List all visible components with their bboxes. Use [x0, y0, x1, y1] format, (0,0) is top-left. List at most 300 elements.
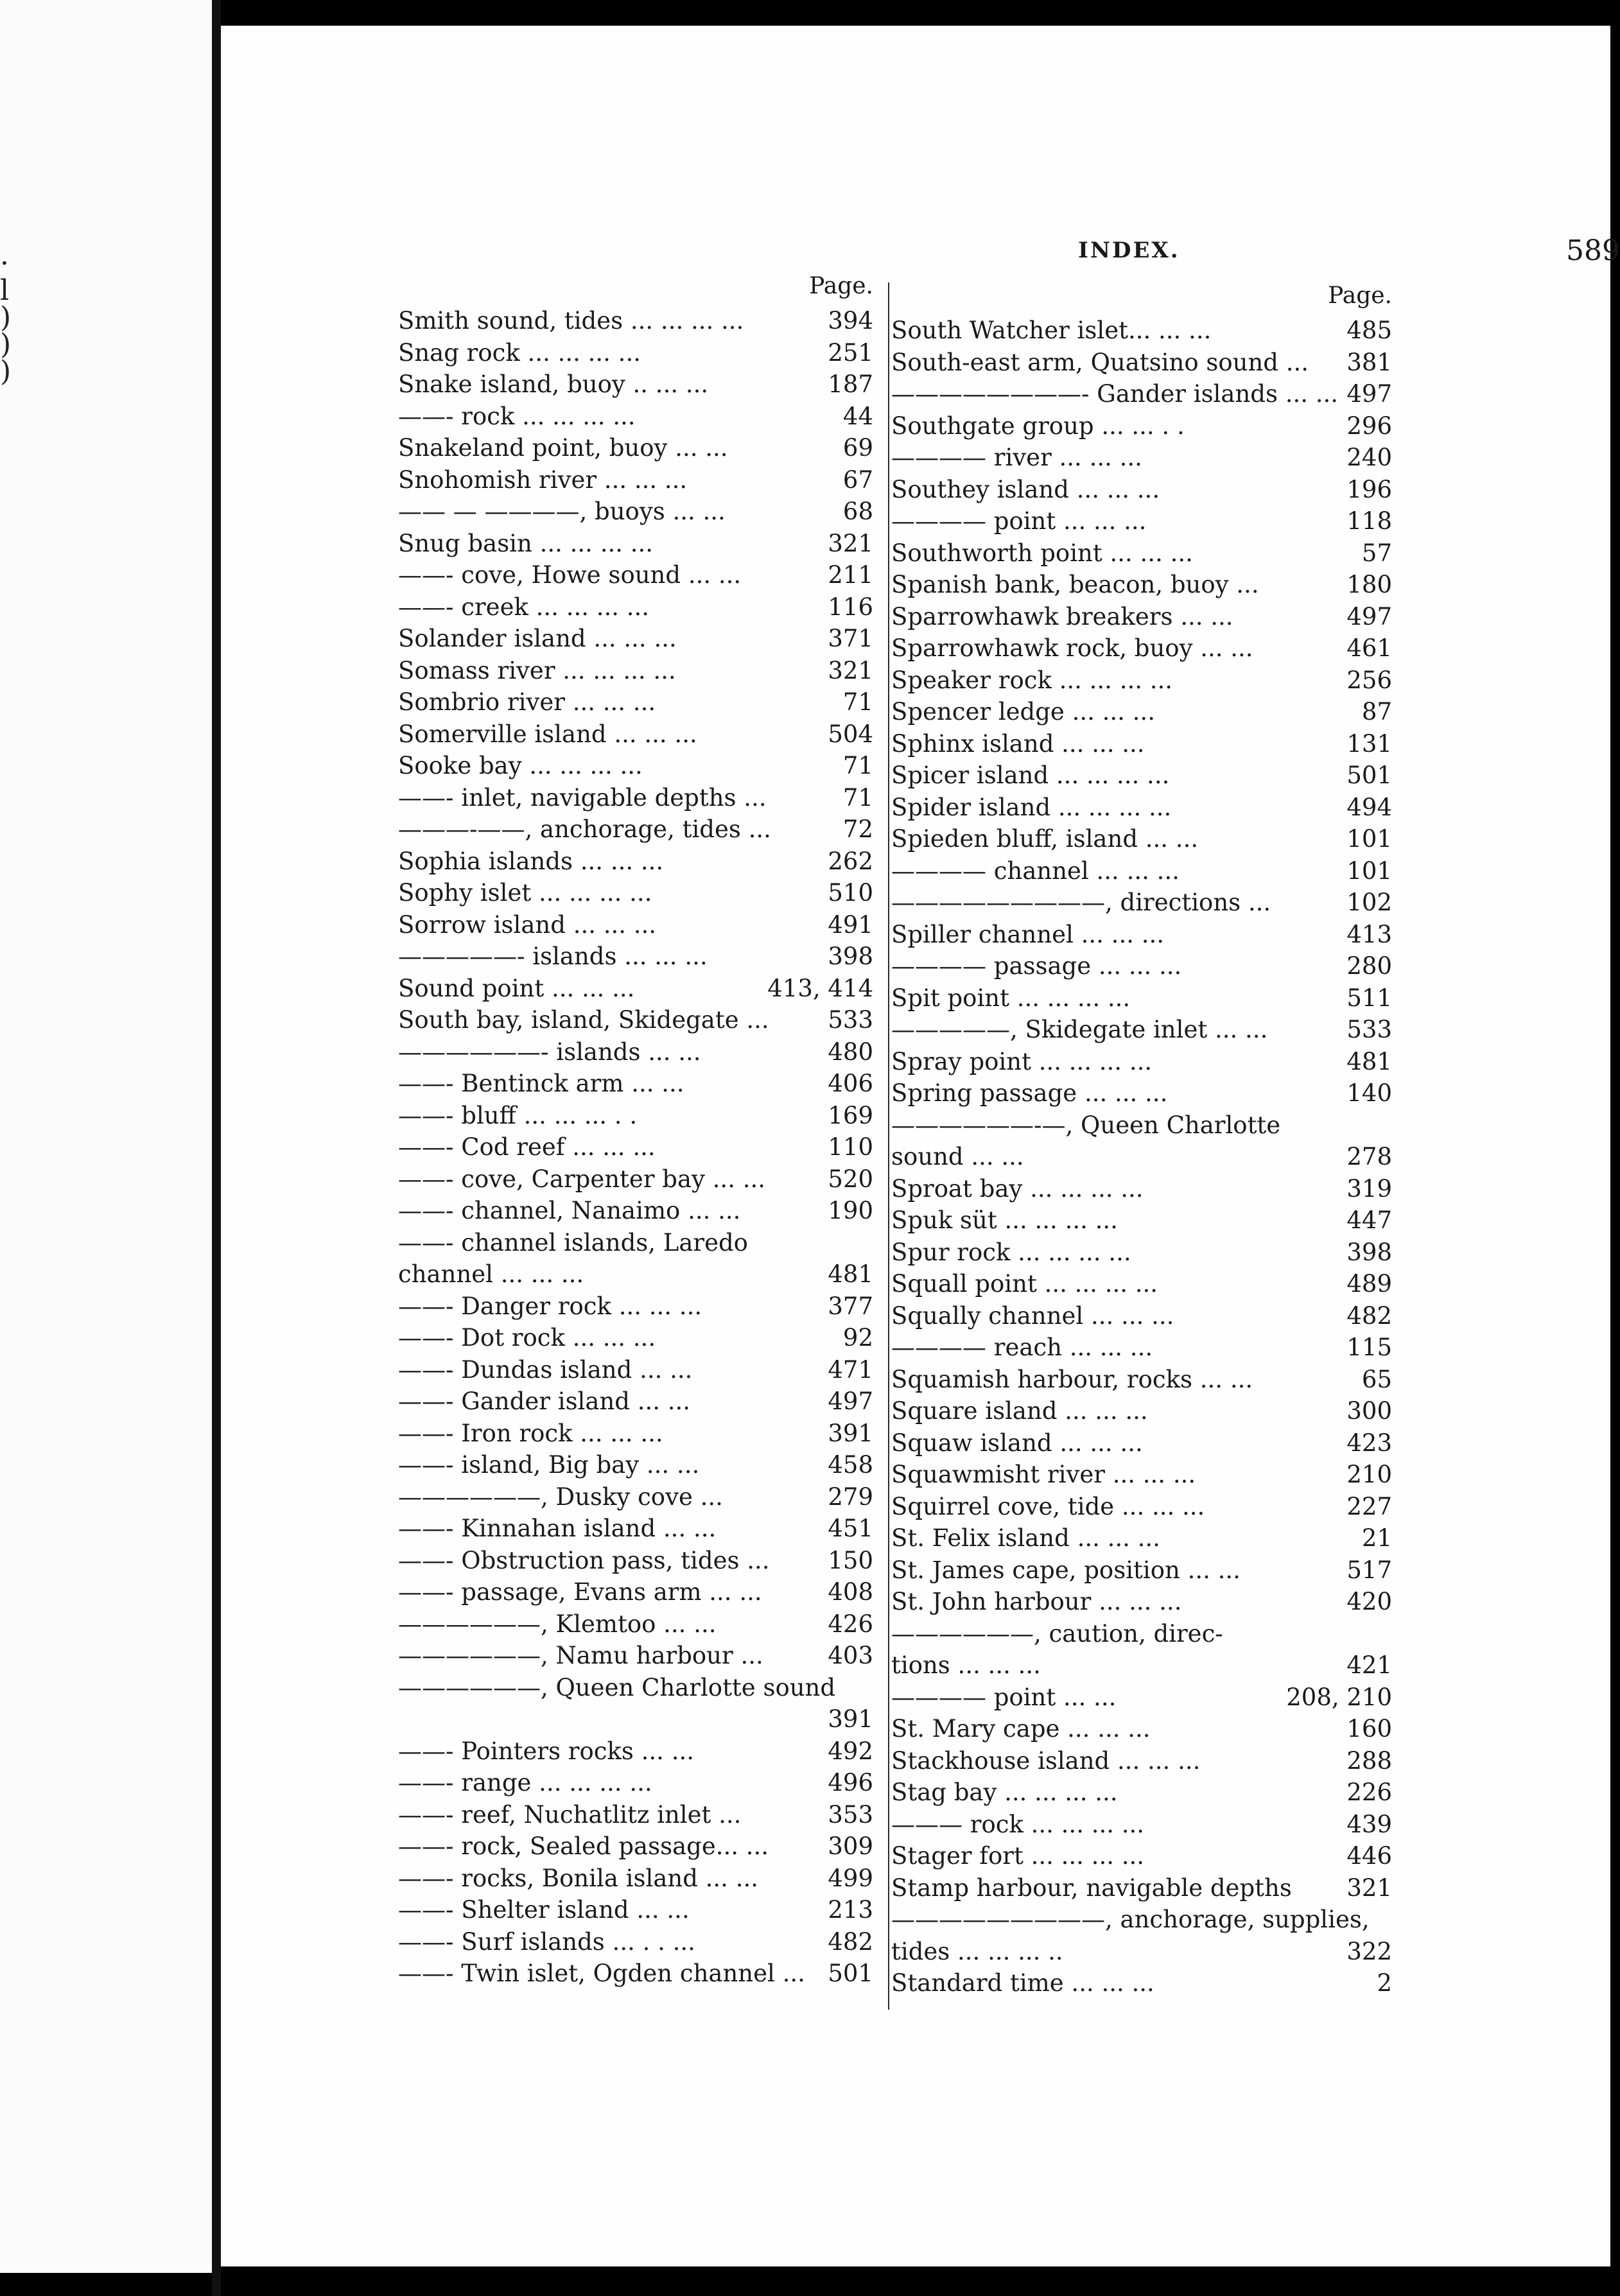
index-page-ref: 496 [828, 1769, 873, 1796]
index-term: ——- channel islands, Laredo [398, 1228, 748, 1257]
index-entry [398, 1449, 873, 1481]
index-page-ref: 406 [828, 1070, 873, 1097]
index-page-ref: 480 [828, 1038, 873, 1066]
index-term: Standard time ... ... ... [891, 1969, 1154, 1997]
index-entry [398, 1131, 873, 1163]
index-page-ref: 398 [828, 943, 873, 970]
index-page-ref: 71 [842, 688, 873, 716]
index-page-ref: 226 [1346, 1779, 1392, 1806]
index-entry [398, 655, 873, 687]
index-page-ref: 21 [1361, 1524, 1392, 1552]
index-entry [398, 1354, 873, 1386]
index-entries-left [398, 305, 873, 1990]
index-term: St. John harbour ... ... ... [891, 1588, 1182, 1615]
index-entry [891, 1777, 1392, 1809]
index-term: Snug basin ... ... ... ... [398, 529, 654, 557]
index-entry [398, 1926, 873, 1958]
index-page-ref: 280 [1346, 952, 1392, 980]
index-entry [891, 1141, 1392, 1173]
index-term: Stamp harbour, navigable depths [891, 1874, 1292, 1902]
index-page-ref: 458 [828, 1451, 873, 1479]
index-term: Somerville island ... ... ... [398, 720, 697, 748]
index-term: ——————- islands ... ... [398, 1038, 701, 1066]
index-entry [398, 432, 873, 464]
index-entry [398, 1513, 873, 1545]
index-term: ——- Pointers rocks ... ... [398, 1737, 694, 1765]
index-term: ——- creek ... ... ... ... [398, 593, 650, 621]
index-page-ref: 116 [828, 593, 873, 621]
index-term: Sophy islet ... ... ... ... [398, 879, 652, 907]
index-page-ref: 485 [1346, 317, 1392, 344]
index-page-ref: 482 [828, 1927, 873, 1956]
index-term: St. James cape, position ... ... [891, 1556, 1241, 1584]
index-entry [398, 464, 873, 496]
index-entry [891, 823, 1392, 855]
index-page-ref: 71 [842, 783, 873, 812]
index-page-ref: 211 [828, 561, 873, 589]
index-entry [398, 1831, 873, 1863]
index-page-ref: 101 [1346, 825, 1392, 853]
index-term: ——- Danger rock ... ... ... [398, 1292, 702, 1320]
index-term: ——- cove, Howe sound ... ... [398, 561, 742, 589]
index-entry [891, 315, 1392, 347]
facing-page-fragment: ) [0, 301, 12, 334]
index-entry [891, 1427, 1392, 1459]
index-entry [398, 750, 873, 782]
index-term: ——————, caution, direc- [891, 1619, 1223, 1648]
index-term: ——- cove, Carpenter bay ... ... [398, 1165, 766, 1193]
index-term: Stager fort ... ... ... ... [891, 1842, 1145, 1870]
index-term: ——- passage, Evans arm ... ... [398, 1578, 762, 1606]
index-term: tions ... ... ... [891, 1651, 1041, 1679]
index-entry [891, 1364, 1392, 1396]
index-term: Spicer island ... ... ... ... [891, 761, 1170, 789]
facing-page-fragment: ) [0, 328, 12, 361]
index-entry [891, 537, 1392, 570]
index-page-ref: 169 [828, 1101, 873, 1129]
index-term: ——- Surf islands ... . . ... [398, 1927, 695, 1956]
index-entry [891, 632, 1392, 665]
index-term: Spit point ... ... ... ... [891, 984, 1131, 1012]
index-entry [891, 1077, 1392, 1109]
index-page-ref: 394 [828, 307, 873, 335]
index-term: Sparrowhawk breakers ... ... [891, 602, 1233, 631]
index-entry [398, 1163, 873, 1196]
index-entry [891, 1332, 1392, 1364]
index-page-ref: 391 [828, 1419, 873, 1447]
index-entry [891, 1522, 1392, 1554]
index-page-ref: 321 [1346, 1874, 1392, 1902]
index-term: Spray point ... ... ... ... [891, 1047, 1153, 1075]
index-term: Spanish bank, beacon, buoy ... [891, 571, 1259, 598]
index-term: —————————, directions ... [891, 889, 1271, 916]
index-page-ref: 377 [828, 1292, 873, 1320]
index-term: Southgate group ... ... . . [891, 412, 1185, 440]
index-entry [398, 559, 873, 591]
index-entry [891, 505, 1392, 537]
index-entry [891, 1936, 1392, 1968]
index-page-ref: 413 [1346, 920, 1392, 948]
index-page-ref: 256 [1346, 666, 1392, 694]
index-column-left [398, 273, 873, 1990]
index-page-ref: 67 [842, 465, 873, 494]
index-entry [891, 1014, 1392, 1046]
index-term: ——- rock, Sealed passage... ... [398, 1832, 769, 1860]
index-page-ref: 309 [828, 1832, 873, 1860]
index-entry [891, 1618, 1392, 1650]
index-term: Sparrowhawk rock, buoy ... ... [891, 634, 1253, 662]
index-page-ref: 494 [1346, 793, 1392, 821]
index-page-ref: 381 [1346, 348, 1392, 376]
index-page-ref: 102 [1346, 889, 1392, 916]
index-term: Stag bay ... ... ... ... [891, 1779, 1118, 1806]
index-term: ——- Iron rock ... ... ... [398, 1419, 663, 1447]
index-term: Square island ... ... ... [891, 1397, 1148, 1425]
index-entry [398, 813, 873, 846]
index-entry [891, 601, 1392, 633]
index-entry [398, 1227, 873, 1259]
index-page-ref: 213 [828, 1896, 873, 1924]
index-term: ——- rocks, Bonila island ... ... [398, 1864, 758, 1892]
index-page-ref: 446 [1346, 1842, 1392, 1870]
index-entry [398, 1894, 873, 1926]
index-term: ——- Kinnahan island ... ... [398, 1515, 717, 1542]
index-term: Somass river ... ... ... ... [398, 656, 676, 684]
page-gutter [212, 0, 221, 2296]
index-entry [891, 1967, 1392, 1999]
index-term: ——— rock ... ... ... ... [891, 1810, 1145, 1838]
index-entry [891, 1459, 1392, 1491]
index-term: Snag rock ... ... ... ... [398, 338, 641, 367]
index-entry [891, 1173, 1392, 1205]
index-term: ———-——, anchorage, tides ... [398, 815, 771, 843]
index-page-ref: 451 [828, 1515, 873, 1542]
index-term: ——- bluff ... ... ... . . [398, 1101, 638, 1129]
index-page-ref: 501 [1346, 761, 1392, 789]
index-page-ref: 426 [828, 1610, 873, 1638]
index-term: ——- Twin islet, Ogden channel ... [398, 1960, 805, 1987]
index-term: Sphinx island ... ... ... [891, 729, 1145, 758]
index-page-ref: 87 [1361, 698, 1392, 726]
index-term: Squall point ... ... ... ... [891, 1270, 1158, 1298]
index-page-ref: 227 [1346, 1492, 1392, 1520]
index-term: Stackhouse island ... ... ... [891, 1746, 1201, 1775]
index-term: Speaker rock ... ... ... ... [891, 666, 1173, 694]
page-title: INDEX. [1078, 238, 1180, 263]
index-page-ref: 461 [1346, 634, 1392, 662]
index-page-ref: 408 [828, 1578, 873, 1606]
index-term: Snakeland point, buoy ... ... [398, 434, 728, 462]
index-term: channel ... ... ... [398, 1260, 584, 1288]
index-term: South-east arm, Quatsino sound ... [891, 348, 1309, 376]
index-entry [398, 1291, 873, 1323]
index-term: Snake island, buoy .. ... ... [398, 370, 709, 398]
index-term: Southey island ... ... ... [891, 475, 1160, 503]
index-page-ref: 115 [1346, 1334, 1392, 1361]
index-page-ref: 262 [828, 847, 873, 875]
index-term: ——- channel, Nanaimo ... ... [398, 1197, 741, 1224]
index-page-ref: 68 [842, 498, 873, 525]
facing-page-fragment: ) [0, 355, 12, 388]
index-term: Squirrel cove, tide ... ... ... [891, 1492, 1205, 1520]
index-term: Spencer ledge ... ... ... [891, 698, 1155, 726]
index-term: ———— passage ... ... ... [891, 952, 1182, 980]
index-page-ref: 420 [1346, 1588, 1392, 1615]
index-entry [891, 760, 1392, 792]
index-term: —————- islands ... ... ... [398, 943, 708, 970]
index-entry [891, 1491, 1392, 1523]
index-entry [398, 1576, 873, 1608]
index-entry [891, 1205, 1392, 1237]
index-term: St. Mary cape ... ... ... [891, 1715, 1151, 1743]
index-entry [398, 973, 873, 1005]
facing-page-fragment: · [0, 247, 9, 280]
page-column-heading: Page. [809, 273, 873, 299]
index-page-ref: 278 [1346, 1143, 1392, 1170]
index-page-ref: 71 [842, 752, 873, 779]
index-page-ref: 101 [1346, 857, 1392, 885]
index-page-ref: 57 [1361, 539, 1392, 567]
index-term: ——- rock ... ... ... ... [398, 402, 636, 430]
index-page-ref: 300 [1346, 1397, 1392, 1425]
index-entry [891, 1586, 1392, 1618]
index-entry [891, 919, 1392, 951]
index-term: ———— river ... ... ... [891, 444, 1142, 471]
index-term: ——- Shelter island ... ... [398, 1896, 690, 1924]
index-page-ref: 92 [842, 1324, 873, 1352]
index-page-ref: 190 [828, 1197, 873, 1224]
facing-page-fragment: l [0, 274, 10, 307]
column-divider [888, 283, 889, 2010]
index-term: —— — ————, buoys ... ... [398, 498, 726, 525]
index-entry [891, 1300, 1392, 1332]
index-term: ———— point ... ... ... [891, 507, 1147, 535]
index-page-ref: 504 [828, 720, 873, 748]
index-entry [891, 1682, 1392, 1714]
index-page-ref: 296 [1346, 412, 1392, 440]
index-entry [891, 792, 1392, 824]
facing-page-edge [0, 0, 212, 2273]
index-entry [891, 1872, 1392, 1904]
index-page-ref: 520 [828, 1165, 873, 1193]
index-term: Spieden bluff, island ... ... [891, 825, 1199, 853]
index-term: —————, Skidegate inlet ... ... [891, 1016, 1268, 1043]
index-term: Sorrow island ... ... ... [398, 910, 657, 939]
index-entry [398, 305, 873, 337]
index-term: Solander island ... ... ... [398, 625, 677, 652]
index-entry [398, 591, 873, 623]
index-page-ref: 439 [1346, 1810, 1392, 1838]
index-term: Sophia islands ... ... ... [398, 847, 664, 875]
index-entry [891, 1237, 1392, 1269]
index-page-ref: 492 [828, 1737, 873, 1765]
index-entry [398, 909, 873, 941]
index-entry [398, 846, 873, 878]
index-entry [398, 1386, 873, 1418]
index-entry [891, 696, 1392, 728]
index-page-ref: 371 [828, 625, 873, 652]
index-entry [398, 686, 873, 718]
index-column-right [891, 283, 1392, 1999]
index-term: ——- Gander island ... ... [398, 1387, 691, 1415]
index-page-ref: 517 [1346, 1556, 1392, 1584]
index-page-ref: 491 [828, 910, 873, 939]
index-page-ref: 413, 414 [767, 974, 873, 1002]
index-page-ref: 118 [1346, 507, 1392, 535]
index-entry [891, 378, 1392, 410]
index-page-ref: 511 [1346, 984, 1392, 1012]
index-term: tides ... ... ... .. [891, 1937, 1063, 1965]
index-entries-right [891, 315, 1392, 1999]
index-entry [891, 1046, 1392, 1078]
index-entry [891, 474, 1392, 506]
index-page-ref: 288 [1346, 1746, 1392, 1775]
index-term: ——- Dot rock ... ... ... [398, 1324, 656, 1352]
index-term: Spiller channel ... ... ... [891, 920, 1165, 948]
index-page-ref: 251 [828, 338, 873, 367]
index-entry [891, 347, 1392, 379]
index-entry [398, 1545, 873, 1577]
index-entry [398, 782, 873, 814]
index-entry [398, 1195, 873, 1227]
index-entry [891, 410, 1392, 442]
index-entry [398, 1004, 873, 1036]
index-term: ———— point ... ... [891, 1683, 1117, 1711]
index-term: Sound point ... ... ... [398, 974, 635, 1002]
facing-page-text-fragments [0, 247, 13, 388]
index-entry [398, 623, 873, 655]
index-page-ref: 447 [1346, 1206, 1392, 1234]
index-entry [891, 1904, 1392, 1936]
index-page-ref: 140 [1346, 1079, 1392, 1107]
index-entry [891, 855, 1392, 887]
index-page-ref: 501 [828, 1960, 873, 1987]
index-entry [398, 1068, 873, 1100]
index-entry [398, 1608, 873, 1640]
index-entry [891, 442, 1392, 474]
index-page-ref: 279 [828, 1483, 873, 1511]
index-page-ref: 489 [1346, 1270, 1392, 1298]
index-page-ref: 353 [828, 1800, 873, 1829]
index-page-ref: 150 [828, 1546, 873, 1574]
index-entry [891, 1268, 1392, 1300]
index-page-ref: 497 [1346, 602, 1392, 631]
index-page-ref: 533 [828, 1006, 873, 1034]
index-term: ——————, Queen Charlotte sound [398, 1673, 836, 1701]
index-entry [891, 1809, 1392, 1841]
index-term: Snohomish river ... ... ... [398, 465, 688, 494]
index-page-ref: 481 [828, 1260, 873, 1288]
index-term: Squaw island ... ... ... [891, 1429, 1143, 1457]
page-number: 589 [1566, 234, 1620, 267]
index-page-ref: 421 [1346, 1651, 1392, 1679]
index-term: Spider island ... ... ... ... [891, 793, 1172, 821]
index-page-ref: 321 [828, 656, 873, 684]
index-term: ———— reach ... ... ... [891, 1334, 1153, 1361]
index-entry [398, 1958, 873, 1990]
index-term: Spur rock ... ... ... ... [891, 1238, 1131, 1266]
index-term: Sooke bay ... ... ... ... [398, 752, 643, 779]
index-entry [891, 1109, 1392, 1142]
index-entry [398, 1672, 873, 1704]
index-page-ref: 398 [1346, 1238, 1392, 1266]
index-term: ——- range ... ... ... ... [398, 1769, 652, 1796]
index-entry [398, 496, 873, 528]
index-page-ref: 44 [842, 402, 873, 430]
index-page-ref: 2 [1377, 1969, 1392, 1997]
index-page-ref: 497 [1346, 380, 1392, 408]
index-entry [891, 887, 1392, 919]
index-page-ref: 187 [828, 370, 873, 398]
index-page-ref: 72 [842, 815, 873, 843]
index-page-ref: 69 [842, 434, 873, 462]
index-term: ——- island, Big bay ... ... [398, 1451, 700, 1479]
index-page-ref: 210 [1346, 1461, 1392, 1488]
index-page-ref: 482 [1346, 1301, 1392, 1330]
index-term: South Watcher islet... ... ... [891, 317, 1212, 344]
index-page-ref: 180 [1346, 571, 1392, 598]
index-entry [398, 1418, 873, 1450]
index-term: Sproat bay ... ... ... ... [891, 1174, 1144, 1203]
index-entry [398, 1481, 873, 1513]
index-entry [398, 1100, 873, 1132]
index-term: St. Felix island ... ... ... [891, 1524, 1160, 1552]
index-entry [398, 1735, 873, 1768]
index-page-ref: 110 [828, 1133, 873, 1161]
index-page-ref: 499 [828, 1864, 873, 1892]
index-page-ref: 208, 210 [1286, 1683, 1392, 1711]
index-page-ref: 533 [1346, 1016, 1392, 1043]
index-term: ——————-—, Queen Charlotte [891, 1111, 1281, 1139]
index-term: Squally channel ... ... ... [891, 1301, 1174, 1330]
index-page-ref: 391 [828, 1705, 873, 1733]
index-entry [891, 1554, 1392, 1587]
index-page-ref: 471 [828, 1355, 873, 1384]
index-term: Smith sound, tides ... ... ... ... [398, 307, 744, 335]
index-term: Squamish harbour, rocks ... ... [891, 1365, 1253, 1393]
index-entry [891, 665, 1392, 697]
index-term: ——————, Dusky cove ... [398, 1483, 723, 1511]
index-entry [891, 1649, 1392, 1682]
index-term: sound ... ... [891, 1143, 1024, 1170]
index-term: ——- Dundas island ... ... [398, 1355, 693, 1384]
index-entry [891, 950, 1392, 982]
index-entry [891, 728, 1392, 760]
index-term: ——- Bentinck arm ... ... [398, 1070, 684, 1097]
index-term: Spring passage ... ... ... [891, 1079, 1168, 1107]
index-term: Southworth point ... ... ... [891, 539, 1193, 567]
index-term: ——- reef, Nuchatlitz inlet ... [398, 1800, 742, 1829]
index-term: Sombrio river ... ... ... [398, 688, 656, 716]
index-entry [398, 1703, 873, 1735]
index-term: ——- Obstruction pass, tides ... [398, 1546, 770, 1574]
index-entry [398, 1322, 873, 1354]
index-page-ref: 497 [828, 1387, 873, 1415]
index-entry [891, 1713, 1392, 1745]
index-entry [398, 1863, 873, 1895]
index-page-ref: 481 [1346, 1047, 1392, 1075]
index-entry [891, 1840, 1392, 1872]
index-entry [398, 1767, 873, 1799]
index-entry [398, 528, 873, 560]
index-page-ref: 423 [1346, 1429, 1392, 1457]
index-entry [891, 1395, 1392, 1427]
index-page-ref: 321 [828, 529, 873, 557]
page-column-heading: Page. [1328, 283, 1392, 309]
index-term: Squawmisht river ... ... ... [891, 1461, 1196, 1488]
index-page-ref: 510 [828, 879, 873, 907]
index-term: ——————, Klemtoo ... ... [398, 1610, 717, 1638]
